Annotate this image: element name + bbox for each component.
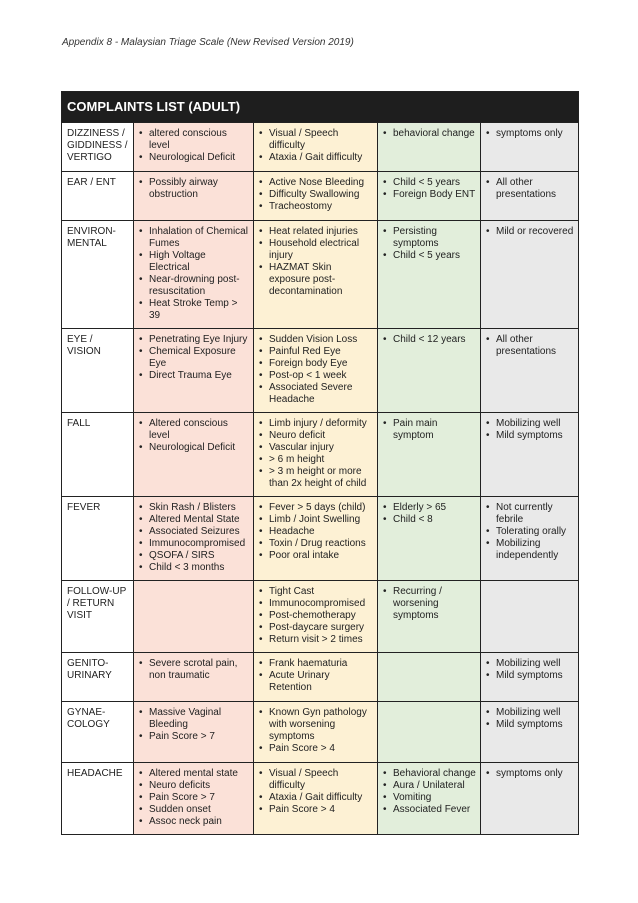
criteria-item: • Altered Mental State <box>149 514 249 526</box>
triage-cell-red <box>134 763 254 835</box>
criteria-item: • Massive Vaginal Bleeding <box>149 707 249 731</box>
triage-cell-grey <box>481 653 579 702</box>
criteria-item: • Mobilizing independently <box>496 538 574 562</box>
criteria-item: • Visual / Speech difficulty <box>269 128 373 152</box>
criteria-list <box>139 707 249 743</box>
criteria-item: • Post-op < 1 week <box>269 370 373 382</box>
criteria-list <box>383 586 476 622</box>
triage-cell-yellow <box>254 413 378 497</box>
criteria-item: • > 6 m height <box>269 454 373 466</box>
triage-cell-yellow <box>254 763 378 835</box>
triage-cell-red <box>134 653 254 702</box>
triage-cell-grey <box>481 172 579 221</box>
criteria-item: • Sudden Vision Loss <box>269 334 373 346</box>
criteria-item: • Child < 8 <box>393 514 476 526</box>
criteria-item: • Post-daycare surgery <box>269 622 373 634</box>
table-row <box>62 763 579 835</box>
criteria-item: • Inhalation of Chemical Fumes <box>149 226 249 250</box>
triage-cell-green <box>378 329 481 413</box>
criteria-list <box>259 177 373 213</box>
criteria-item: • Heat related injuries <box>269 226 373 238</box>
table-row <box>62 329 579 413</box>
criteria-item: • Severe scrotal pain, non traumatic <box>149 658 249 682</box>
criteria-list <box>383 177 476 201</box>
criteria-item: • Vomiting <box>393 792 476 804</box>
triage-cell-green <box>378 763 481 835</box>
table-body <box>62 123 579 835</box>
criteria-item: • Mobilizing well <box>496 658 574 670</box>
triage-cell-yellow <box>254 221 378 329</box>
criteria-item: • Post-chemotherapy <box>269 610 373 622</box>
triage-cell-green <box>378 221 481 329</box>
criteria-item: • Headache <box>269 526 373 538</box>
criteria-item: • All other presentations <box>496 334 574 358</box>
criteria-list <box>383 334 476 346</box>
complaint-name: HEADACHE <box>62 763 134 835</box>
criteria-item: • Foreign body Eye <box>269 358 373 370</box>
criteria-item: • Pain main symptom <box>393 418 476 442</box>
triage-cell-red <box>134 413 254 497</box>
criteria-list <box>383 502 476 526</box>
triage-cell-yellow <box>254 123 378 172</box>
criteria-list <box>383 768 476 816</box>
criteria-item: • Toxin / Drug reactions <box>269 538 373 550</box>
triage-cell-yellow <box>254 581 378 653</box>
criteria-item: • Immunocompromised <box>269 598 373 610</box>
criteria-item: • Possibly airway obstruction <box>149 177 249 201</box>
criteria-item: • behavioral change <box>393 128 476 140</box>
criteria-list <box>486 128 574 140</box>
page-header: Appendix 8 - Malaysian Triage Scale (New Revised Version 2019) <box>62 37 354 48</box>
criteria-item: • Pain Score > 7 <box>149 731 249 743</box>
criteria-list <box>139 768 249 828</box>
criteria-list <box>486 768 574 780</box>
triage-cell-red <box>134 172 254 221</box>
triage-cell-yellow <box>254 653 378 702</box>
criteria-item: • Vascular injury <box>269 442 373 454</box>
criteria-list <box>486 707 574 731</box>
criteria-item: • Return visit > 2 times <box>269 634 373 646</box>
criteria-item: • Ataxia / Gait difficulty <box>269 792 373 804</box>
triage-cell-yellow <box>254 702 378 763</box>
criteria-list <box>486 334 574 358</box>
complaints-table <box>61 91 579 835</box>
triage-cell-red <box>134 497 254 581</box>
criteria-item: • Tight Cast <box>269 586 373 598</box>
criteria-item: • Mobilizing well <box>496 707 574 719</box>
complaint-name: FEVER <box>62 497 134 581</box>
criteria-item: • Visual / Speech difficulty <box>269 768 373 792</box>
table-title: COMPLAINTS LIST (ADULT) <box>62 92 579 123</box>
table-row <box>62 172 579 221</box>
criteria-item: • Neurological Deficit <box>149 442 249 454</box>
criteria-item: • Fever > 5 days (child) <box>269 502 373 514</box>
criteria-item: • Heat Stroke Temp > 39 <box>149 298 249 322</box>
criteria-list <box>139 658 249 682</box>
criteria-item: • Neuro deficit <box>269 430 373 442</box>
table-row <box>62 221 579 329</box>
complaint-name: GENITO-URINARY <box>62 653 134 702</box>
criteria-item: • Child < 12 years <box>393 334 476 346</box>
criteria-item: • Aura / Unilateral <box>393 780 476 792</box>
criteria-item: • Pain Score > 4 <box>269 743 373 755</box>
triage-cell-grey <box>481 123 579 172</box>
triage-cell-green <box>378 653 481 702</box>
criteria-item: • Limb injury / deformity <box>269 418 373 430</box>
criteria-list <box>383 418 476 442</box>
criteria-item: • Child < 5 years <box>393 177 476 189</box>
criteria-list <box>486 658 574 682</box>
criteria-list <box>139 334 249 382</box>
criteria-list <box>139 502 249 574</box>
triage-cell-grey <box>481 581 579 653</box>
criteria-item: • Sudden onset <box>149 804 249 816</box>
criteria-item: • Foreign Body ENT <box>393 189 476 201</box>
criteria-item: • Altered mental state <box>149 768 249 780</box>
criteria-list <box>139 226 249 322</box>
triage-cell-grey <box>481 497 579 581</box>
criteria-item: • Child < 3 months <box>149 562 249 574</box>
complaint-name: DIZZINESS / GIDDINESS / VERTIGO <box>62 123 134 172</box>
criteria-item: • Mild symptoms <box>496 430 574 442</box>
criteria-item: • Poor oral intake <box>269 550 373 562</box>
criteria-item: • Tracheostomy <box>269 201 373 213</box>
criteria-item: • All other presentations <box>496 177 574 201</box>
table-row <box>62 702 579 763</box>
criteria-item: • Child < 5 years <box>393 250 476 262</box>
criteria-item: • Pain Score > 4 <box>269 804 373 816</box>
criteria-item: • Mild or recovered <box>496 226 574 238</box>
criteria-list <box>383 226 476 262</box>
table-row <box>62 653 579 702</box>
criteria-list <box>259 418 373 490</box>
triage-cell-red <box>134 329 254 413</box>
criteria-item: • QSOFA / SIRS <box>149 550 249 562</box>
criteria-item: • Direct Trauma Eye <box>149 370 249 382</box>
triage-cell-green <box>378 413 481 497</box>
criteria-item: • Associated Fever <box>393 804 476 816</box>
criteria-item: • HAZMAT Skin exposure post-decontamination <box>269 262 373 298</box>
criteria-item: • Mobilizing well <box>496 418 574 430</box>
criteria-list <box>259 768 373 816</box>
criteria-item: • symptoms only <box>496 768 574 780</box>
table-title-row <box>62 92 579 123</box>
criteria-list <box>486 418 574 442</box>
criteria-item: • Limb / Joint Swelling <box>269 514 373 526</box>
table-row <box>62 123 579 172</box>
criteria-item: • Associated Seizures <box>149 526 249 538</box>
criteria-item: • Mild symptoms <box>496 670 574 682</box>
criteria-list <box>486 226 574 238</box>
criteria-item: • High Voltage Electrical <box>149 250 249 274</box>
criteria-item: • Assoc neck pain <box>149 816 249 828</box>
criteria-item: • Persisting symptoms <box>393 226 476 250</box>
criteria-item: • Elderly > 65 <box>393 502 476 514</box>
triage-cell-red <box>134 581 254 653</box>
complaint-name: ENVIRON-MENTAL <box>62 221 134 329</box>
triage-cell-yellow <box>254 497 378 581</box>
criteria-item: • Painful Red Eye <box>269 346 373 358</box>
criteria-list <box>139 177 249 201</box>
triage-cell-green <box>378 581 481 653</box>
criteria-item: • Recurring / worsening symptoms <box>393 586 476 622</box>
criteria-list <box>259 658 373 694</box>
table-row <box>62 413 579 497</box>
criteria-item: • Tolerating orally <box>496 526 574 538</box>
criteria-item: • Behavioral change <box>393 768 476 780</box>
criteria-item: • Immunocompromised <box>149 538 249 550</box>
criteria-item: • Skin Rash / Blisters <box>149 502 249 514</box>
table-row <box>62 581 579 653</box>
criteria-item: • Known Gyn pathology with worsening symptoms <box>269 707 373 743</box>
criteria-item: • Chemical Exposure Eye <box>149 346 249 370</box>
criteria-list <box>259 226 373 298</box>
criteria-list <box>259 502 373 562</box>
triage-cell-green <box>378 172 481 221</box>
triage-cell-yellow <box>254 172 378 221</box>
criteria-item: • Active Nose Bleeding <box>269 177 373 189</box>
criteria-list <box>259 334 373 406</box>
criteria-item: • Household electrical injury <box>269 238 373 262</box>
criteria-list <box>259 128 373 164</box>
criteria-item: • Neuro deficits <box>149 780 249 792</box>
criteria-item: • Neurological Deficit <box>149 152 249 164</box>
triage-cell-green <box>378 123 481 172</box>
complaint-name: FALL <box>62 413 134 497</box>
criteria-item: • Penetrating Eye Injury <box>149 334 249 346</box>
triage-cell-grey <box>481 413 579 497</box>
triage-cell-yellow <box>254 329 378 413</box>
criteria-item: • altered conscious level <box>149 128 249 152</box>
triage-cell-red <box>134 702 254 763</box>
triage-cell-grey <box>481 329 579 413</box>
complaint-name: FOLLOW-UP / RETURN VISIT <box>62 581 134 653</box>
complaint-name: EAR / ENT <box>62 172 134 221</box>
table-row <box>62 497 579 581</box>
criteria-list <box>486 177 574 201</box>
criteria-item: • Not currently febrile <box>496 502 574 526</box>
criteria-item: • > 3 m height or more than 2x height of child <box>269 466 373 490</box>
criteria-list <box>139 418 249 454</box>
criteria-item: • Altered conscious level <box>149 418 249 442</box>
criteria-list <box>259 707 373 755</box>
criteria-item: • Mild symptoms <box>496 719 574 731</box>
complaint-name: EYE / VISION <box>62 329 134 413</box>
criteria-list <box>383 128 476 140</box>
triage-cell-red <box>134 221 254 329</box>
triage-cell-green <box>378 702 481 763</box>
criteria-list <box>139 128 249 164</box>
triage-cell-grey <box>481 702 579 763</box>
criteria-list <box>486 502 574 562</box>
criteria-item: • Associated Severe Headache <box>269 382 373 406</box>
criteria-item: • symptoms only <box>496 128 574 140</box>
criteria-item: • Pain Score > 7 <box>149 792 249 804</box>
triage-cell-red <box>134 123 254 172</box>
criteria-list <box>259 586 373 646</box>
triage-cell-grey <box>481 763 579 835</box>
criteria-item: • Frank haematuria <box>269 658 373 670</box>
triage-cell-green <box>378 497 481 581</box>
criteria-item: • Near-drowning post-resuscitation <box>149 274 249 298</box>
criteria-item: • Acute Urinary Retention <box>269 670 373 694</box>
criteria-item: • Ataxia / Gait difficulty <box>269 152 373 164</box>
complaint-name: GYNAE-COLOGY <box>62 702 134 763</box>
criteria-item: • Difficulty Swallowing <box>269 189 373 201</box>
triage-cell-grey <box>481 221 579 329</box>
